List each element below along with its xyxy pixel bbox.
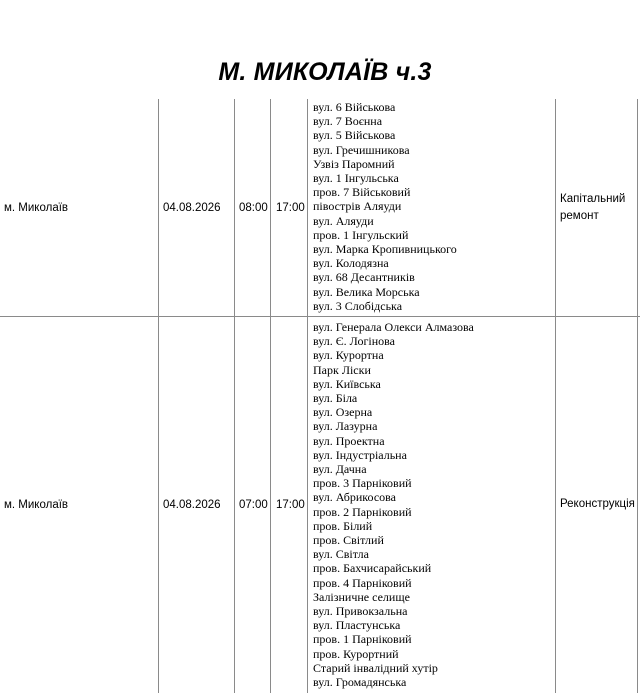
street-item: вул. Привокзальна bbox=[313, 604, 408, 619]
street-item: Старий інвалідний хутір bbox=[313, 660, 438, 675]
street-item: вул. 7 Воєнна bbox=[313, 114, 383, 129]
street-item: пров. 2 Парніковий bbox=[313, 504, 412, 519]
street-item: Залізничне селище bbox=[313, 589, 410, 604]
streets-list bbox=[313, 316, 555, 689]
column-divider bbox=[234, 99, 235, 693]
street-item: вул. 5 Військова bbox=[313, 128, 396, 143]
street-item: вул. Велика Морська bbox=[313, 284, 420, 299]
street-item: вул. Колодязна bbox=[313, 256, 389, 271]
street-item: вул. Абрикосова bbox=[313, 490, 396, 505]
end-time-cell: 17:00 bbox=[276, 201, 305, 214]
street-item: півострів Аляуди bbox=[313, 199, 402, 214]
street-item: вул. Озерна bbox=[313, 405, 373, 420]
street-item: вул. Генерала Олекси Алмазова bbox=[313, 320, 474, 334]
outage-table bbox=[0, 99, 640, 693]
column-divider bbox=[555, 99, 556, 693]
street-item: вул. Індустріальна bbox=[313, 447, 407, 462]
reason-cell: Реконструкція bbox=[560, 498, 635, 510]
street-item: вул. Дачна bbox=[313, 462, 367, 477]
start-time-cell: 08:00 bbox=[239, 201, 268, 214]
street-item: вул. 68 Десантників bbox=[313, 270, 415, 285]
street-item: вул. Аляуди bbox=[313, 213, 374, 228]
street-item: пров. Світлий bbox=[313, 533, 384, 548]
street-item: вул. Пластунська bbox=[313, 618, 401, 633]
street-item: пров. Білий bbox=[313, 518, 373, 533]
street-item: вул. 6 Військова bbox=[313, 100, 396, 114]
street-item: пров. 1 Парніковий bbox=[313, 632, 412, 647]
row-divider bbox=[0, 316, 640, 317]
start-time-cell: 07:00 bbox=[239, 498, 268, 511]
street-item: пров. 4 Парніковий bbox=[313, 575, 412, 590]
date-cell: 04.08.2026 bbox=[163, 498, 221, 511]
street-item: вул. Лазурна bbox=[313, 419, 378, 434]
street-item: вул. Київська bbox=[313, 376, 381, 391]
street-item: вул. 3 Слобідська bbox=[313, 298, 403, 313]
reason-cell: Капітальний ремонт bbox=[560, 192, 626, 222]
date-cell: 04.08.2026 bbox=[163, 201, 221, 214]
column-divider bbox=[270, 99, 271, 693]
settlement-cell: м. Миколаїв bbox=[4, 498, 69, 511]
column-divider bbox=[158, 99, 159, 693]
street-item: вул. Гречишникова bbox=[313, 142, 410, 157]
street-item: пров. 1 Інгульский bbox=[313, 227, 409, 242]
street-item: вул. Світла bbox=[313, 547, 369, 562]
street-item: пров. Курортний bbox=[313, 646, 399, 661]
table-row bbox=[0, 316, 640, 693]
table-row bbox=[0, 99, 640, 316]
street-item: вул. Проектна bbox=[313, 433, 385, 448]
settlement-cell: м. Миколаїв bbox=[4, 201, 69, 214]
street-item: вул. Біла bbox=[313, 391, 358, 406]
street-item: вул. Громадянська bbox=[313, 675, 407, 690]
street-item: вул. Курортна bbox=[313, 348, 384, 363]
end-time-cell: 17:00 bbox=[276, 498, 305, 511]
street-item: пров. Бахчисарайський bbox=[313, 561, 432, 576]
page-title: М. МИКОЛАЇВ ч.3 bbox=[218, 58, 432, 86]
column-divider bbox=[307, 99, 308, 693]
column-divider bbox=[637, 99, 638, 693]
street-item: Узвіз Паромний bbox=[313, 156, 395, 171]
street-item: пров. 7 Військовий bbox=[313, 185, 411, 200]
street-item: Парк Ліски bbox=[313, 362, 371, 377]
street-item: вул. Марка Кропивницького bbox=[313, 242, 457, 257]
streets-list bbox=[313, 99, 555, 313]
street-item: вул. 1 Інгульська bbox=[313, 171, 399, 186]
street-item: пров. 3 Парніковий bbox=[313, 476, 412, 491]
street-item: вул. Є. Логінова bbox=[313, 334, 395, 349]
